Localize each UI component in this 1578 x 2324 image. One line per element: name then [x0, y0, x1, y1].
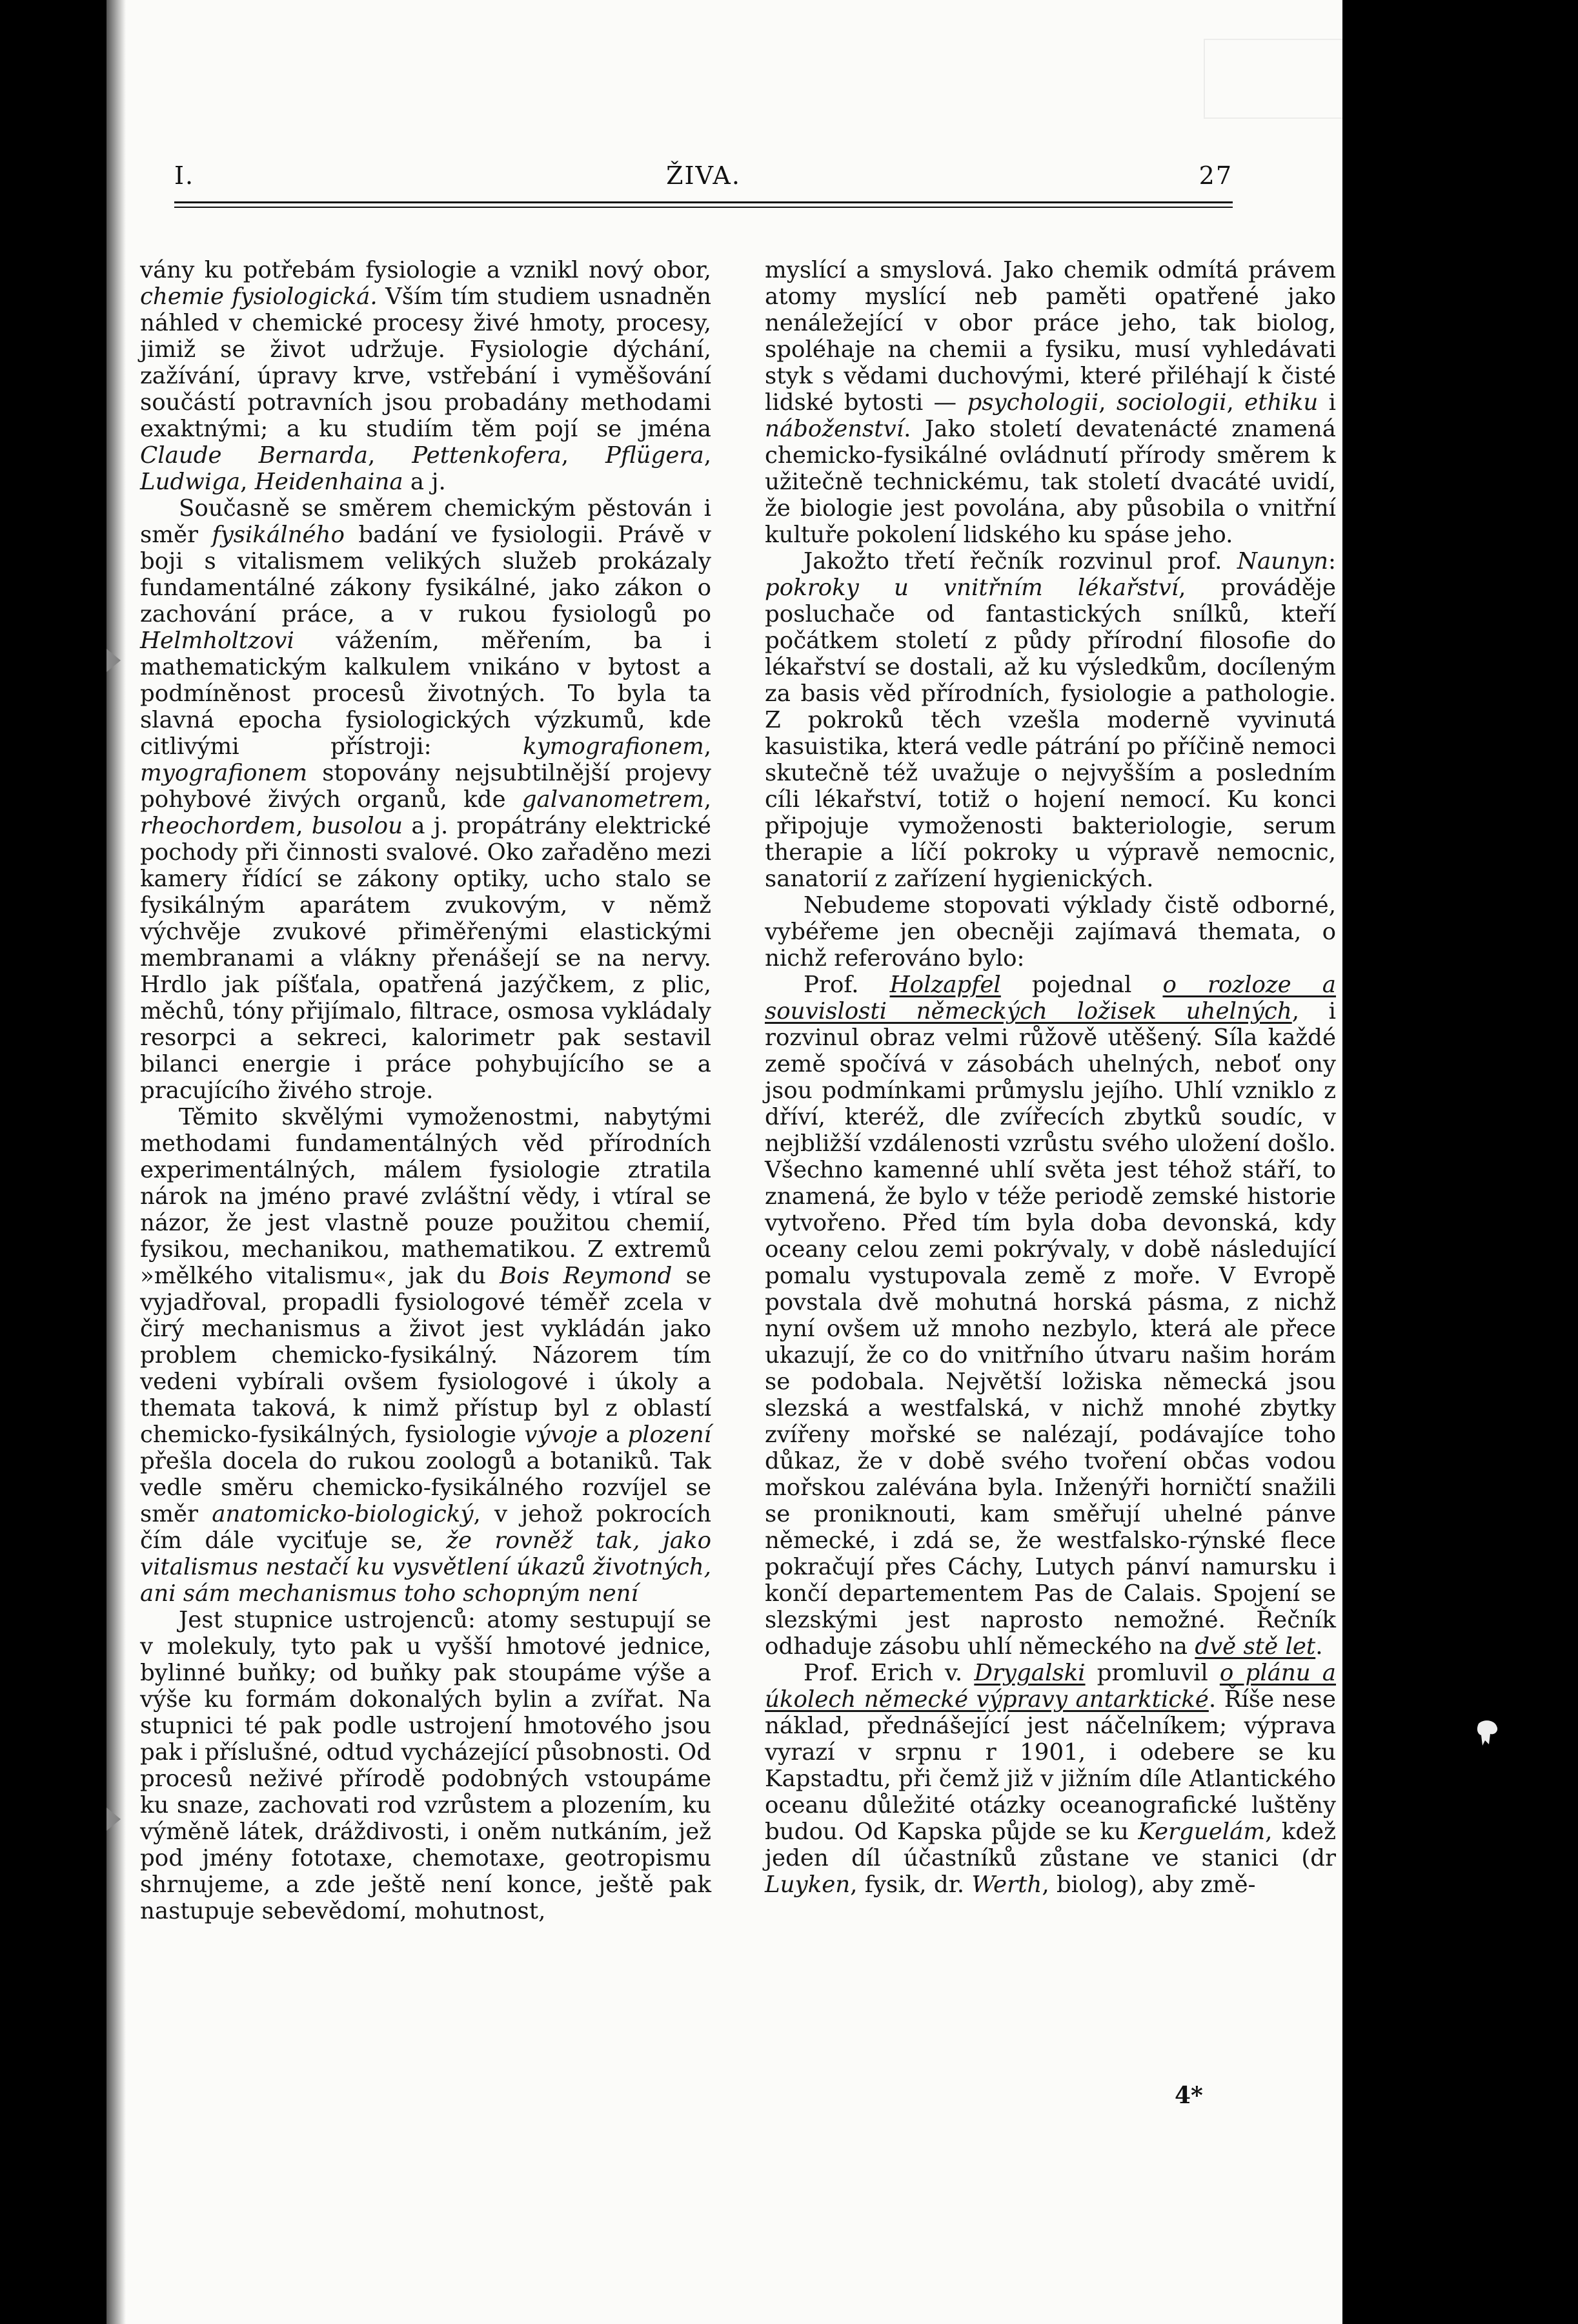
paragraph: Jest stupnice ustrojenců: atomy sestupují se v molekuly, tyto pak u vyšší hmotové jednice, bylinné buňky; od buňky pak stoupáme výše a výše ku formám dokonalých bylin a zvířat. Na stupnici té pak podle ustrojení hmotového jsou pak i příslušné, odtud vycházející působnosti. Od procesů neživé přírodě podobných vstoupáme ku snaze, zachovati rod vzrůstem a plozením, ku výměně látek, dráždivosti, i oněm nutkáním, jež pod jmény fototaxe, chemotaxe, geotropismu shrnujeme, a zde ještě není konce, ještě pak nastupuje sebevědomí, mohutnost, — [140, 1607, 711, 1924]
header-rule-thick — [174, 201, 1233, 203]
paragraph: vány ku potřebám fysiologie a vznikl nový obor, chemie fysiologická. Vším tím studiem usnadněn náhled v chemické procesy živé hmoty, procesy, jimiž se život udržuje. Fysiologie dýchání, zažívání, úpravy krve, vstřebání i vyměšování součástí potravních jsou probadány methodami exaktnými; a ku studiím těm pojí se jména Claude Bernarda, Pettenkofera, Pflügera, Ludwiga, Heidenhaina a j. — [140, 257, 711, 495]
binding-tab-mark — [106, 649, 121, 672]
paragraph: Prof. Holzapfel pojednal o rozloze a souvislosti německých ložisek uhelných, i rozvinul obraz velmi růžově utěšený. Síla každé země spočívá v zásobách uhelných, neboť ony jsou podmínkami průmyslu jejího. Uhlí vzniklo z dříví, kteréž, dle zvířecích zbytků soudíc, v nejbližší vzdálenosti vzrůstu svého uložení došlo. Všechno kamenné uhlí světa jest téhož stáří, to znamená, že bylo v téže periodě zemské historie vytvořeno. Před tím byla doba devonská, kdy oceany celou zemi pokrývaly, v době následující pomalu vystupovala země z moře. V Evropě povstala dvě mohutná horská pásma, z nichž nyní ovšem už mnoho nezbylo, která ale přece ukazují, že co do vnitřního útvaru našim horám se podobala. Největší ložiska německá jsou slezská a westfalská, v nichž mnohé zbytky zvířeny mořské se nalézají, podávajíce toho důkaz, že v době svého tvoření občas vodou mořskou zalévána byla. Inženýři horničtí snažili se proniknouti, kam směřují uhelné pánve německé, i zdá se, že westfalsko-rýnské flece pokračují přes Cáchy, Lutych pánví namursku i končí departementem Pas de Calais. Spojení se slezskými jest naprosto nemožné. Řečník odhaduje zásobu uhlí německého na dvě stě let. — [765, 972, 1336, 1660]
right-column — [765, 257, 1336, 1898]
header-rule-thin — [174, 207, 1233, 208]
paragraph: myslící a smyslová. Jako chemik odmítá právem atomy myslící neb paměti opatřené jako nenáležející v obor práce jeho, tak biolog, spoléhaje na chemii a fysiku, musí vyhledávati styk s vědami duchovými, které přiléhají k čisté lidské bytosti — psychologii, sociologii, ethiku i náboženství. Jako století devatenácté znamená chemicko-fysikálné ovládnutí přírody směrem k užitečně technickému, tak století dvacáté uvidí, že biologie jest povolána, aby působila o vnitřní kultuře pokolení lidského ku spáse jeho. — [765, 257, 1336, 548]
pointing-hand-icon — [1475, 1717, 1501, 1749]
signature-mark: 4* — [1175, 2082, 1203, 2109]
volume-number: I. — [174, 161, 195, 190]
paragraph: Nebudeme stopovati výklady čistě odborné, vybéřeme jen obecněji zajímavá themata, o nichž referováno bylo: — [765, 892, 1336, 972]
left-column — [140, 257, 711, 1924]
binding-tab-mark — [106, 1808, 121, 1831]
paragraph: Jakožto třetí řečník rozvinul prof. Naunyn: pokroky u vnitřním lékařství, prováděje posluchače od fantastických snílků, kteří počátkem století z půdy přírodní filosofie do lékařství se dostali, až ku výsledkům, docíleným za basis věd přírodních, fysiologie a pathologie. Z pokroků těch vzešla moderně vyvinutá kasuistika, která vedle pátrání po příčině nemoci skutečně též uvažuje o nejvyšším a posledním cíli lékařství, totiž o hojení nemocí. Ku konci připojuje vymoženosti bakteriologie, serum therapie a líčí pokroky u výpravě nemocnic, sanatorií z zařízení hygienických. — [765, 548, 1336, 892]
paragraph: Těmito skvělými vymoženostmi, nabytými methodami fundamentálných věd přírodních experimentálných, málem fysiologie ztratila nárok na jméno pravé zvláštní vědy, i vtíral se názor, že jest vlastně pouze použitou chemií, fysikou, mechanikou, mathematikou. Z extremů »mělkého vitalismu«, jak du Bois Reymond se vyjadřoval, propadli fysiologové téměř zcela v čirý mechanismus a život jest vykládán jako problem chemicko-fysikálný. Názorem tím vedeni vybírali ovšem fysiologové i úkoly a themata taková, k nimž přístup byl z oblastí chemicko-fysikálných, fysiologie vývoje a plození přešla docela do rukou zoologů a botaniků. Tak vedle směru chemicko-fysikálného rozvíjel se směr anatomicko-biologický, v jehož pokrocích čím dále vyciťuje se, že rovněž tak, jako vitalismus nestačí ku vysvětlení úkazů životných, ani sám mechanismus toho schopným není — [140, 1104, 711, 1607]
journal-title: ŽIVA. — [666, 161, 741, 190]
paper-scuff — [1204, 39, 1342, 119]
binding-shadow — [106, 0, 126, 2324]
paragraph: Současně se směrem chemickým pěstován i směr fysikálného badání ve fysiologii. Právě v boji s vitalismem velikých služeb prokázaly fundamentálné zákony fysikálné, jako zákon o zachování práce, a v rukou fysiologů po Helmholtzovi vážením, měřením, ba i mathematickým kalkulem vnikáno v bytost a podmíněnost procesů životných. To byla ta slavná epocha fysiologických výzkumů, kde citlivými přístroji: kymografionem, myografionem stopovány nejsubtilnější projevy pohybové živých organů, kde galvanometrem, rheochordem, busolou a j. propátrány elektrické pochody při činnosti svalové. Oko zařaděno mezi kamery řídící se zákony optiky, ucho stalo se fysikálným aparátem zvukovým, v němž výchvěje zvukové přiměřenými elastickými membranami a vlákny přenášejí se na nervy. Hrdlo jak píšťala, opatřená jazýčkem, z plic, měchů, tóny přijímalo, filtrace, osmosa vykládaly resorpci a sekreci, kalorimetr pak sestavil bilanci energie i práce pohybujícího se a pracujícího živého stroje. — [140, 495, 712, 1104]
running-header — [174, 161, 1233, 207]
paragraph: Prof. Erich v. Drygalski promluvil o plánu a úkolech německé výpravy antarktické. Říše nese náklad, přednášející jest náčelníkem; výprava vyrazí v srpnu r 1901, i odebere se ku Kapstadtu, při čemž již v jižním díle Atlantického oceanu důležité otázky oceanografické luštěny budou. Od Kapska půjde se ku Kerguelám, kdež jeden díl účastníků zůstane ve stanici (dr Luyken, fysik, dr. Werth, biolog), aby změ- — [765, 1660, 1336, 1898]
page-sheet — [106, 0, 1342, 2324]
page-number: 27 — [1199, 161, 1233, 190]
